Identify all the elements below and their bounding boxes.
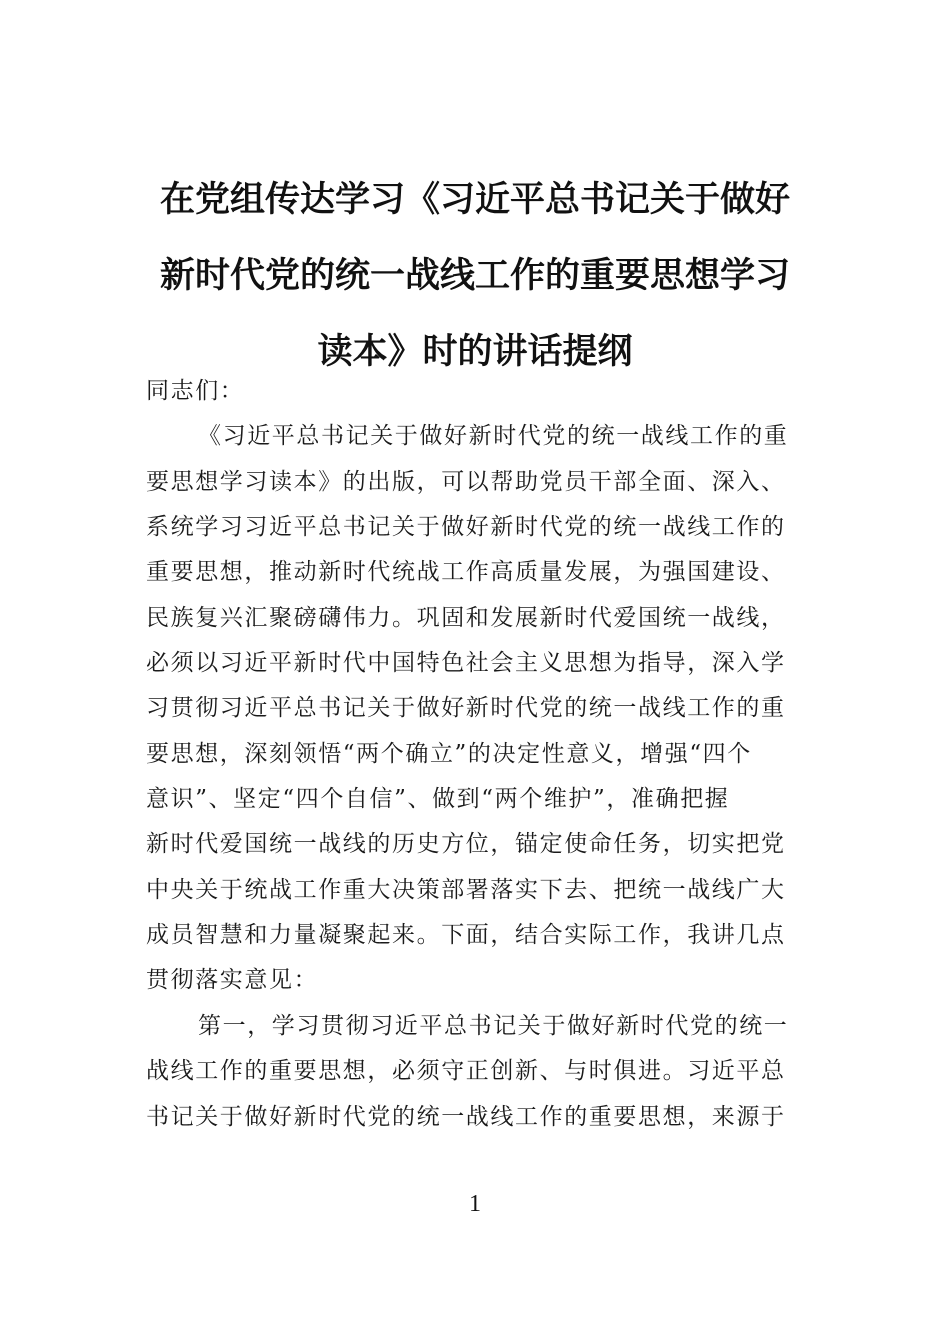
paragraph-1-line-5: 民族复兴汇聚磅礴伟力。巩固和发展新时代爱国统一战线， (146, 604, 786, 631)
page-number: 1 (469, 1191, 481, 1217)
paragraph-1-line-2: 要思想学习读本》的出版，可以帮助党员干部全面、深入、 (146, 468, 786, 495)
paragraph-1-line-9: 意识”、坚定“四个自信”、做到“两个维护”，准确把握 (146, 786, 730, 813)
document-body (146, 374, 808, 1145)
paragraph-1-line-13: 贯彻落实意见： (146, 967, 319, 994)
title-line-3: 读本》时的讲话提纲 (317, 331, 633, 372)
paragraph-2-line-1: 第一，学习贯彻习近平总书记关于做好新时代党的统一 (198, 1012, 789, 1039)
salutation: 同志们： (146, 378, 245, 404)
title-line-2: 新时代党的统一战线工作的重要思想学习 (159, 255, 790, 296)
paragraph-2-line-2: 战线工作的重要思想，必须守正创新、与时俱进。习近平总 (146, 1058, 786, 1085)
paragraph-1-line-7: 习贯彻习近平总书记关于做好新时代党的统一战线工作的重 (146, 695, 786, 722)
paragraph-1-line-12: 成员智慧和力量凝聚起来。下面，结合实际工作，我讲几点 (146, 922, 786, 949)
paragraph-1-line-1: 《习近平总书记关于做好新时代党的统一战线工作的重 (198, 423, 789, 450)
paragraph-2-line-3: 书记关于做好新时代党的统一战线工作的重要思想，来源于 (146, 1103, 786, 1130)
document-title (145, 162, 805, 390)
paragraph-1-line-11: 中央关于统战工作重大决策部署落实下去、把统一战线广大 (146, 876, 786, 903)
paragraph-1-line-6: 必须以习近平新时代中国特色社会主义思想为指导，深入学 (146, 650, 786, 677)
paragraph-1-line-3: 系统学习习近平总书记关于做好新时代党的统一战线工作的 (146, 514, 786, 541)
paragraph-1-line-10: 新时代爱国统一战线的历史方位，锚定使命任务，切实把党 (146, 831, 786, 858)
paragraph-1-line-4: 重要思想，推动新时代统战工作高质量发展，为强国建设、 (146, 559, 786, 586)
title-line-1: 在党组传达学习《习近平总书记关于做好 (159, 179, 790, 220)
paragraph-1-line-8: 要思想，深刻领悟“两个确立”的决定性意义，增强“四个 (146, 740, 752, 767)
